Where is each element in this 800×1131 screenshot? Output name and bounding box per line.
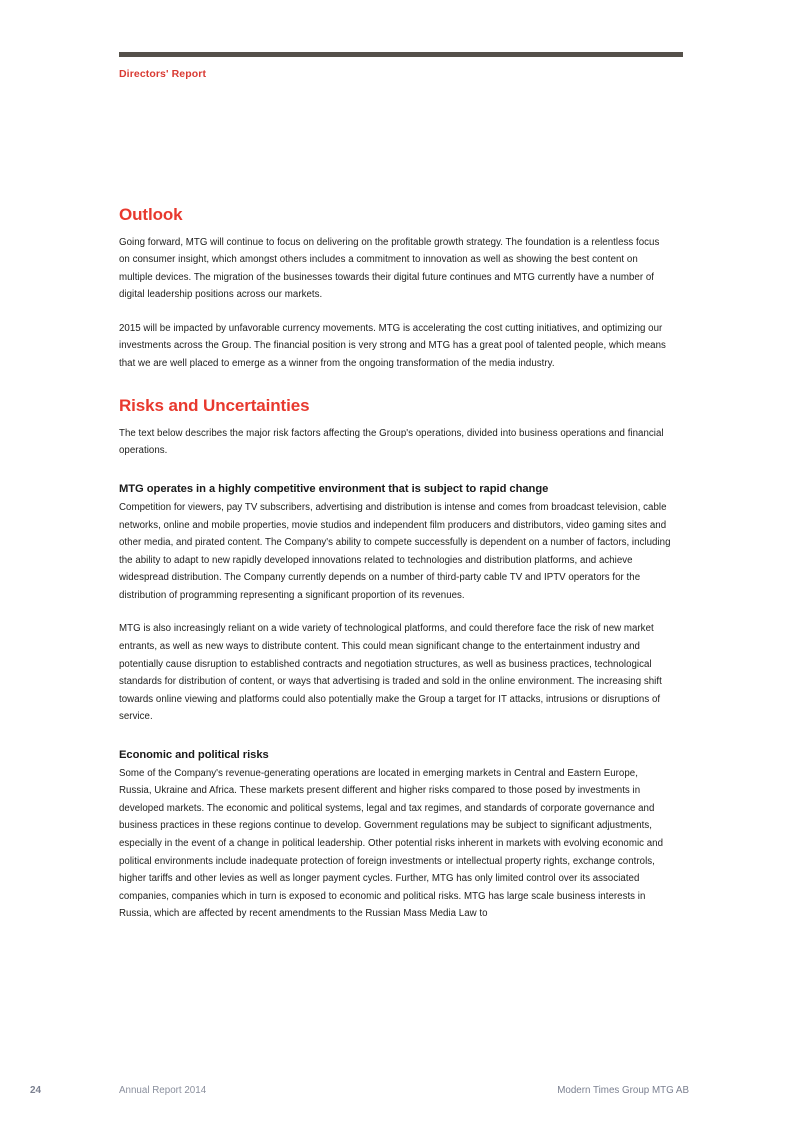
section-heading-risks-and-uncertainties: Risks and Uncertainties	[119, 396, 310, 416]
header-rule	[119, 52, 683, 57]
running-header	[119, 52, 683, 81]
content-column	[119, 205, 671, 923]
footer-report-label: Annual Report 2014	[119, 1085, 207, 1096]
subsection-heading-competitive-environment: MTG operates in a highly competitive environment that is subject to rapid change	[119, 483, 549, 496]
footer-page-number: 24	[30, 1085, 42, 1096]
subsection-heading-economic-and-political-risks: Economic and political risks	[119, 748, 269, 761]
paragraph-outlook-2: 2015 will be impacted by unfavorable currency movements. MTG is accelerating the cost cutting initiatives, and optimizing our investments across the Group. The financial position is very strong and MTG has a great pool of talented people, which means that we are well placed to emerge as a winner from the ongoing transformation of the media industry.	[119, 322, 666, 369]
paragraph-economic-and-political-risks-1: Some of the Company's revenue-generating operations are located in emerging markets in Central and Eastern Europe, Russia, Ukraine and Africa. These markets present different and higher risks compared to those posed by investments in developed markets. The economic and political systems, legal and tax regimes, and standards of corporate governance and business practices in these regions continue to develop. Government regulations may be subject to significant adjustments, especially in the event of a change in political leadership. Other potential risks inherent in markets with evolving economic and political environments include inadequate protection of foreign investments or intellectual property rights, exchange controls, higher tariffs and other levies as well as longer payment cycles. Further, MTG has only limited control over its associated companies, companies which in turn is exposed to economic and political risks. MTG has large scale business interests in Russia, which are affected by recent amendments to the Russian Mass Media Law to	[119, 767, 664, 920]
paragraph-risks-intro: The text below describes the major risk factors affecting the Group's operations, divided into business operations and financial operations.	[119, 427, 664, 457]
paragraph-competitive-environment-2: MTG is also increasingly reliant on a wide variety of technological platforms, and could therefore face the risk of new market entrants, as well as new ways to distribute content. This could mean significant change to the entertainment industry and potentially cause disruption to established contracts and negotiation structures, as well as business practices, technological standards for distribution of content, or ways that advertising is traded and sold in the online environment. The increasing shift towards online viewing and platforms could also potentially make the Group a target for IT attacks, intrusions or disruptions of service.	[119, 623, 662, 723]
paragraph-competitive-environment-1: Competition for viewers, pay TV subscribers, advertising and distribution is intense and comes from broadcast television, cable networks, online and mobile properties, movie studios and independent film producers and distributors, video gaming sites and other media, and pirated content. The Company's ability to compete successfully is dependent on a number of factors, including the ability to adapt to new rapidly developed innovations related to technologies and distribution platforms, and achieve widespread distribution. The Company currently depends on a number of third-party cable TV and IPTV operators for the distribution of programming representing a significant proportion of its revenues.	[119, 502, 671, 601]
page-footer	[0, 1084, 800, 1104]
running-header-title: Directors' Report	[119, 68, 207, 80]
footer-company-name: Modern Times Group MTG AB	[557, 1085, 689, 1096]
paragraph-outlook-1: Going forward, MTG will continue to focus on delivering on the profitable growth strategy. The foundation is a relentless focus on consumer insight, which amongst others includes a commitment to innovation as well as showing the best content on multiple devices. The migration of the businesses towards their digital future continues and MTG currently have a number of digital leadership positions across our markets.	[119, 236, 660, 301]
section-heading-outlook: Outlook	[119, 205, 183, 224]
